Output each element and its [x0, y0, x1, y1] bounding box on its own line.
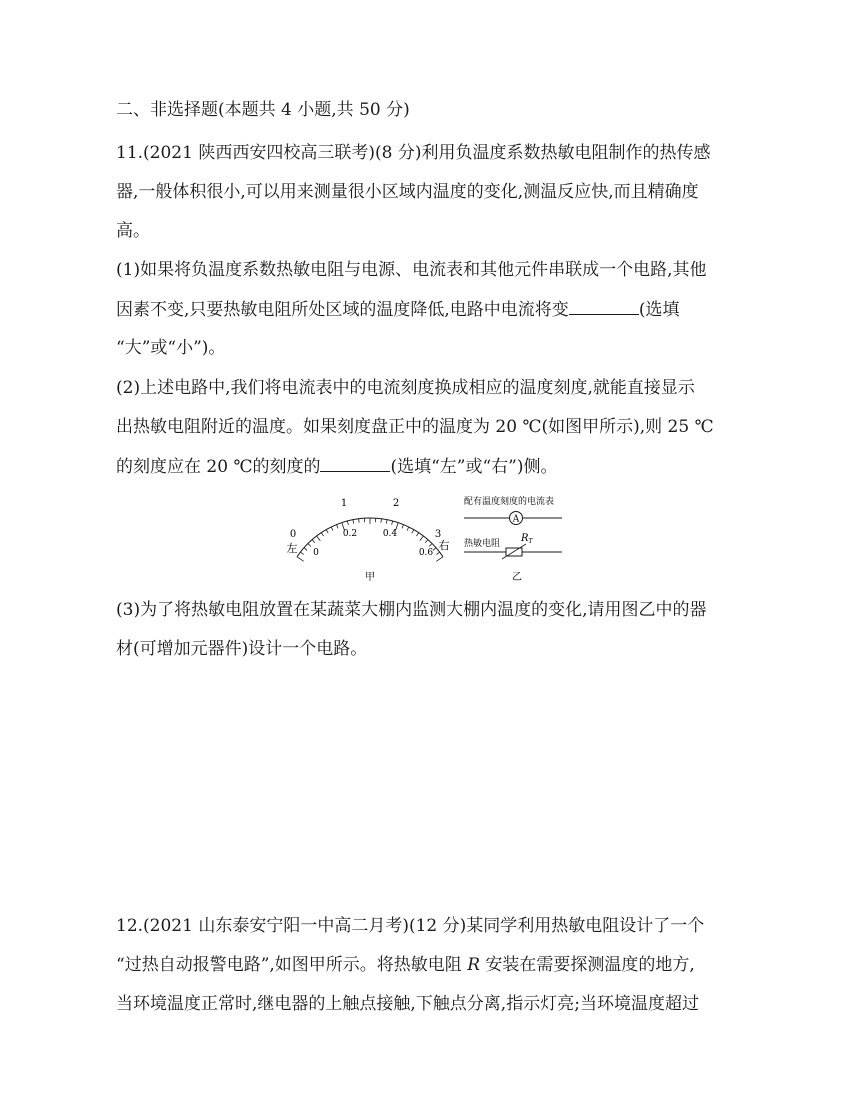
dial-tick [436, 557, 443, 562]
q12-line3: 当环境温度正常时,继电器的上触点接触,下触点分离,指示灯亮;当环境温度超过 [116, 994, 699, 1014]
dial-tick [297, 557, 304, 562]
answer-blank-1[interactable] [569, 298, 639, 315]
figure-jia-yi [280, 494, 580, 586]
q11-line3: 高。 [116, 221, 150, 241]
dial-tick [317, 536, 321, 541]
q11-part1-line1: (1)如果将负温度系数热敏电阻与电源、电流表和其他元件串联成一个电路,其他 [116, 260, 707, 280]
dial-tick [381, 519, 382, 523]
thermistor-label: 热敏电阻 [464, 539, 501, 549]
q11-part1-line3: “大”或“小”)。 [116, 338, 226, 358]
q11-part2-text: 的刻度应在 20 ℃的刻度的 [116, 457, 321, 477]
dial-tick [300, 552, 303, 555]
dial-tick [407, 527, 409, 531]
outer-tick-3: 3 [434, 529, 442, 540]
outer-tick-1: 1 [340, 498, 348, 509]
resistor-symbol-r: R [467, 955, 481, 975]
q12-line2-text-a: “过热自动报警电路”,如图甲所示。将热敏电阻 [116, 955, 468, 975]
dial-tick [402, 525, 404, 529]
q11-part2-line1: (2)上述电路中,我们将电流表中的电流刻度换成相应的温度刻度,就能直接显示 [116, 378, 695, 398]
dial-tick [417, 533, 419, 536]
dial-tick [347, 521, 348, 525]
q11-part2-line2: 出热敏电阻附近的温度。如果刻度盘正中的温度为 20 ℃(如图甲所示),则 25 ℃ [116, 417, 714, 437]
dial-tick [429, 544, 432, 547]
ammeter-letter: A [512, 514, 520, 525]
q11-part2-choice: (选填“左”或“右”)侧。 [390, 457, 558, 477]
dial-tick [420, 536, 424, 541]
outer-tick-2: 2 [392, 498, 400, 509]
dial-tick [392, 521, 393, 525]
ammeter-scale-dial [287, 498, 450, 583]
dial-tick [326, 530, 328, 534]
q11-part1-text: 因素不变,只要热敏电阻所处区域的温度降低,电路中电流将变 [116, 300, 569, 320]
q12-line1: 12.(2021 山东泰安宁阳一中高二月考)(12 分)某同学利用热敏电阻设计了一个 [116, 916, 705, 936]
q11-part1-choice: (选填 [638, 300, 680, 320]
dial-tick [425, 540, 428, 543]
q11-line1: 11.(2021 陕西西安四校高三联考)(8 分)利用负温度系数热敏电阻制作的热传感 [116, 143, 711, 163]
dial-tick [436, 552, 439, 555]
left-label: 左 [286, 542, 298, 555]
dial-tick [386, 520, 387, 524]
ammeter-label: 配有温度刻度的电流表 [464, 497, 555, 507]
dial-tick [359, 519, 360, 523]
q11-part2-line3 [116, 455, 558, 478]
outer-tick-0: 0 [289, 529, 297, 540]
dial-tick [308, 544, 311, 547]
inner-tick-1: 0.2 [342, 529, 358, 539]
inner-tick-2: 0.4 [382, 529, 398, 539]
dial-tick [337, 525, 339, 529]
component-set-yi [464, 495, 562, 583]
rt-symbol: $R_T$ [521, 533, 533, 545]
q11-line2: 器,一般体积很小,可以用来测量很小区域内温度的变化,测温反应快,而且精确度 [116, 182, 699, 202]
section-heading: 二、非选择题(本题共 4 小题,共 50 分) [116, 100, 410, 120]
dial-tick [312, 540, 315, 543]
answer-blank-2[interactable] [320, 455, 390, 472]
dial-tick [304, 548, 307, 551]
dial-tick [353, 520, 354, 524]
inner-tick-3: 0.6 [418, 548, 434, 558]
q11-part3-line1: (3)为了将热敏电阻放置在某蔬菜大棚内监测大棚内温度的变化,请用图乙中的器 [116, 600, 707, 620]
dial-tick [412, 530, 414, 534]
q12-line2 [116, 954, 695, 976]
q12-line2-text-b: 安装在需要探测温度的地方, [480, 955, 695, 975]
dial-tick [433, 548, 436, 551]
q11-part1-line2 [116, 298, 679, 321]
right-label: 右 [438, 539, 450, 552]
dial-tick [331, 527, 333, 531]
inner-tick-0: 0 [313, 548, 319, 558]
q11-part3-line2: 材(可增加元器件)设计一个电路。 [116, 639, 368, 659]
caption-jia: 甲 [365, 572, 375, 583]
dial-tick [321, 533, 323, 536]
caption-yi: 乙 [512, 572, 522, 583]
